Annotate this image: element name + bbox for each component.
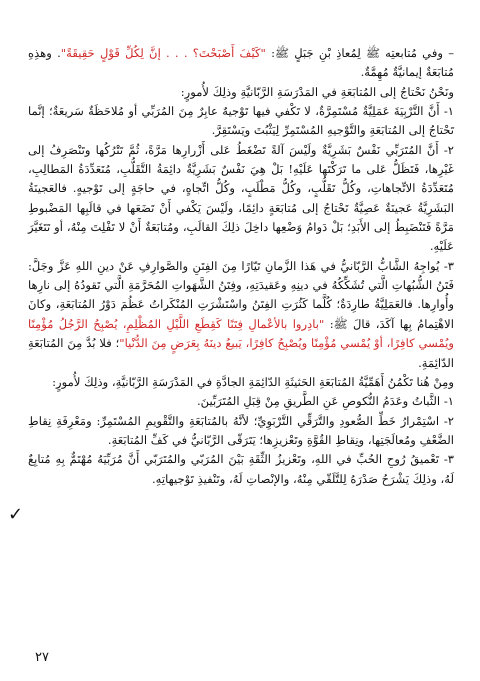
- paragraph: [28, 373, 454, 392]
- quoted-text: "كَيْفَ أَصْبَحْتَ؟ . . . إنَّ لِكُلِّ قَوْلٍ حَقِيقَةً": [60, 46, 266, 60]
- text-segment: ٣- يُواجِهُ الشَّابُّ الرَّبّانيُّ في هَذا الزَّمانِ تَيّارًا مِنَ الفِتَنِ والصَّوارِفِ عَنْ دينِ اللهِ عَزَّ وجَلَّ: فَتَنُ الشُّبُهاتِ الَّتي تُشَكِّكُهُ في دينِهِ وعَقيدَتِهِ، وفِتَنُ الشَّهَواتِ المُحَرَّمَةِ الَّتي تَقودُهُ إلى نارِها وأُوارِها. فالعَمَلِيَّةُ طارِدَةٌ؛ كُلَّما كَثُرَتِ الفِتَنُ واسْتَشْرَتِ المُنْكَراتُ عَظُمَ دَوْرُ المُتابَعَةِ، وكانَ الاهْتِمامُ بِها آكَدَ، قالَ ﷺ:: [28, 258, 454, 331]
- paragraph: [28, 450, 454, 489]
- text-segment: – وفي مُتابعتِه ﷺ لِمُعاذِ بْنِ جَبَلٍ ﷺ:: [265, 46, 454, 60]
- text-segment: ومِنْ هُنا تَكْمُنُ أَهَمِّيَّةُ المُتابَعَةِ الحَثيثَةِ الدّائِمَةِ الجادَّةِ في المَدْرَسَةِ الرَّبّانيَّةِ، وذلِكَ لأُمورٍ:: [52, 374, 454, 389]
- page-number: ٢٧: [35, 650, 49, 665]
- paragraph: [28, 257, 454, 373]
- checkmark-icon: ✓: [8, 504, 24, 525]
- text-segment: ١- الثَّباتُ وعَدَمُ النُّكوصِ عَنِ الطَّريقِ مِنْ قِبَلِ المُتَرَبِّينَ.: [196, 394, 454, 409]
- paragraph: [28, 44, 454, 83]
- paragraph: [28, 83, 454, 102]
- document-page: [28, 44, 454, 644]
- text-segment: . وهذِهِ مُتابَعَةٌ إيمانيَّةٌ مُهِمَّةٌ.: [28, 46, 454, 80]
- paragraph: [28, 412, 454, 451]
- hadith-quote: "بادِروا بالأعْمالِ فِتَنًا كَقِطَعِ اللَّيْلِ المُظْلِمِ، يُصْبِحُ الرَّجُلُ مُؤْمِنًا ويُمْسي كافِرًا، أوْ يُمْسي مُؤْمِنًا ويُصْبِحُ كافِرًا، يَبيعُ دينَهُ بِعَرَضٍ مِنَ الدُّنْيا": [28, 316, 454, 351]
- text-segment: ٢- اسْتِمْرارُ خَطِّ الصُّعودِ والتَّرَقِّي التَّرْبَوِيِّ؛ لأنَّهُ بالمُتابَعَةِ والتَّقْويمِ المُسْتَمِرِّ: ومَعْرِفَةِ نِقاطِ الضَّعْفِ ومُعالَجَتِها، ونِقاطِ القُوَّةِ وتَعْزيزِها؛ يَتَرَقّى الرَّبّانيُّ في كَفِّ المُتابَعَةِ.: [28, 413, 454, 447]
- paragraph: [28, 141, 454, 257]
- paragraph: [28, 392, 454, 411]
- text-segment: ونَحْنُ نَحْتاجُ إلى المُتابَعَةِ في المَدْرَسَةِ الرَّبّانيَّةِ وذلِكَ لأُمورٍ:: [180, 84, 454, 99]
- paragraph: [28, 102, 454, 141]
- text-segment: ؛ فلا بُدَّ مِنَ المُتابَعَةِ الدّائِمَةِ.: [28, 336, 454, 370]
- text-segment: ٢- أَنَّ المُتَرَبِّي نَفْسٌ بَشَرِيَّةٌ ولَيْسَ آلةً تَضْغَطُ عَلى أَزْرارِها مَرَّةً، ثُمَّ تَتْرُكُها وتَنْصَرِفُ إلى غَيْرِها، فَتَظَلُّ عَلى ما تَرَكْتَها عَلَيْهِ! بَلْ هِيَ نَفْسٌ بَشَرِيَّةٌ دائِمَةُ التَّقَلُّبِ، مُتَعَدِّدَةُ المَطالِبِ، مُتَعَدِّدَةُ الاتِّجاهاتِ، وكُلُّ تَقَلُّبٍ، وكُلُّ مَطْلَبٍ، وكُلُّ اتِّجاهٍ، في حاجَةٍ إلى تَوْجيهٍ. فالعَجينَةُ البَشَرِيَّةُ عَجينَةٌ عَصِيَّةٌ تَحْتاجُ إلى مُتابَعَةٍ دائِمًا، ولَيْسَ يَكْفي أَنْ تَضَعَها في قالَبِها المَضْبوطِ مَرَّةً فَتَنْضَبِطُ إلى الأَبَدِ؛ بَلْ دَوامُ وَضْعِها داخِلَ ذلِكَ القالَبِ، ومُتابَعَةٌ أَنْ لا تَفْلِتَ مِنْهُ، أو تَتَغَيَّرَ عَلَيْهِ.: [28, 142, 454, 254]
- text-segment: ١- أَنَّ التَّرْبِيَةَ عَمَلِيَّةٌ مُسْتَمِرَّةٌ، لا تَكْفي فيها تَوْجيهٌ عابِرٌ مِنَ المُرَبِّي أو مُلاحَظَةٌ سَريعَةٌ؛ إنَّما تَحْتاجُ إلى المُتابَعَةِ والتَّوْجيهِ المُسْتَمِرِّ لِيَثْبُتَ ويَسْتَقِرَّ.: [28, 104, 454, 138]
- text-segment: ٣- تَعْميقُ رُوحِ الحُبِّ في اللهِ، وتَعْزيزُ الثِّقَةِ بَيْنَ المُرَبّي والمُتَرَبّي أَنَّ مُرَبِّيَهُ مُهْتَمٌّ بِهِ مُتابِعٌ لَهُ، وذلِكَ يَشْرَحُ صَدْرَهُ لِلتَّلَقّي مِنْهُ، والإنْصاتِ لَهُ، وتَنْفيذِ تَوْجيهاتِهِ.: [28, 452, 454, 486]
